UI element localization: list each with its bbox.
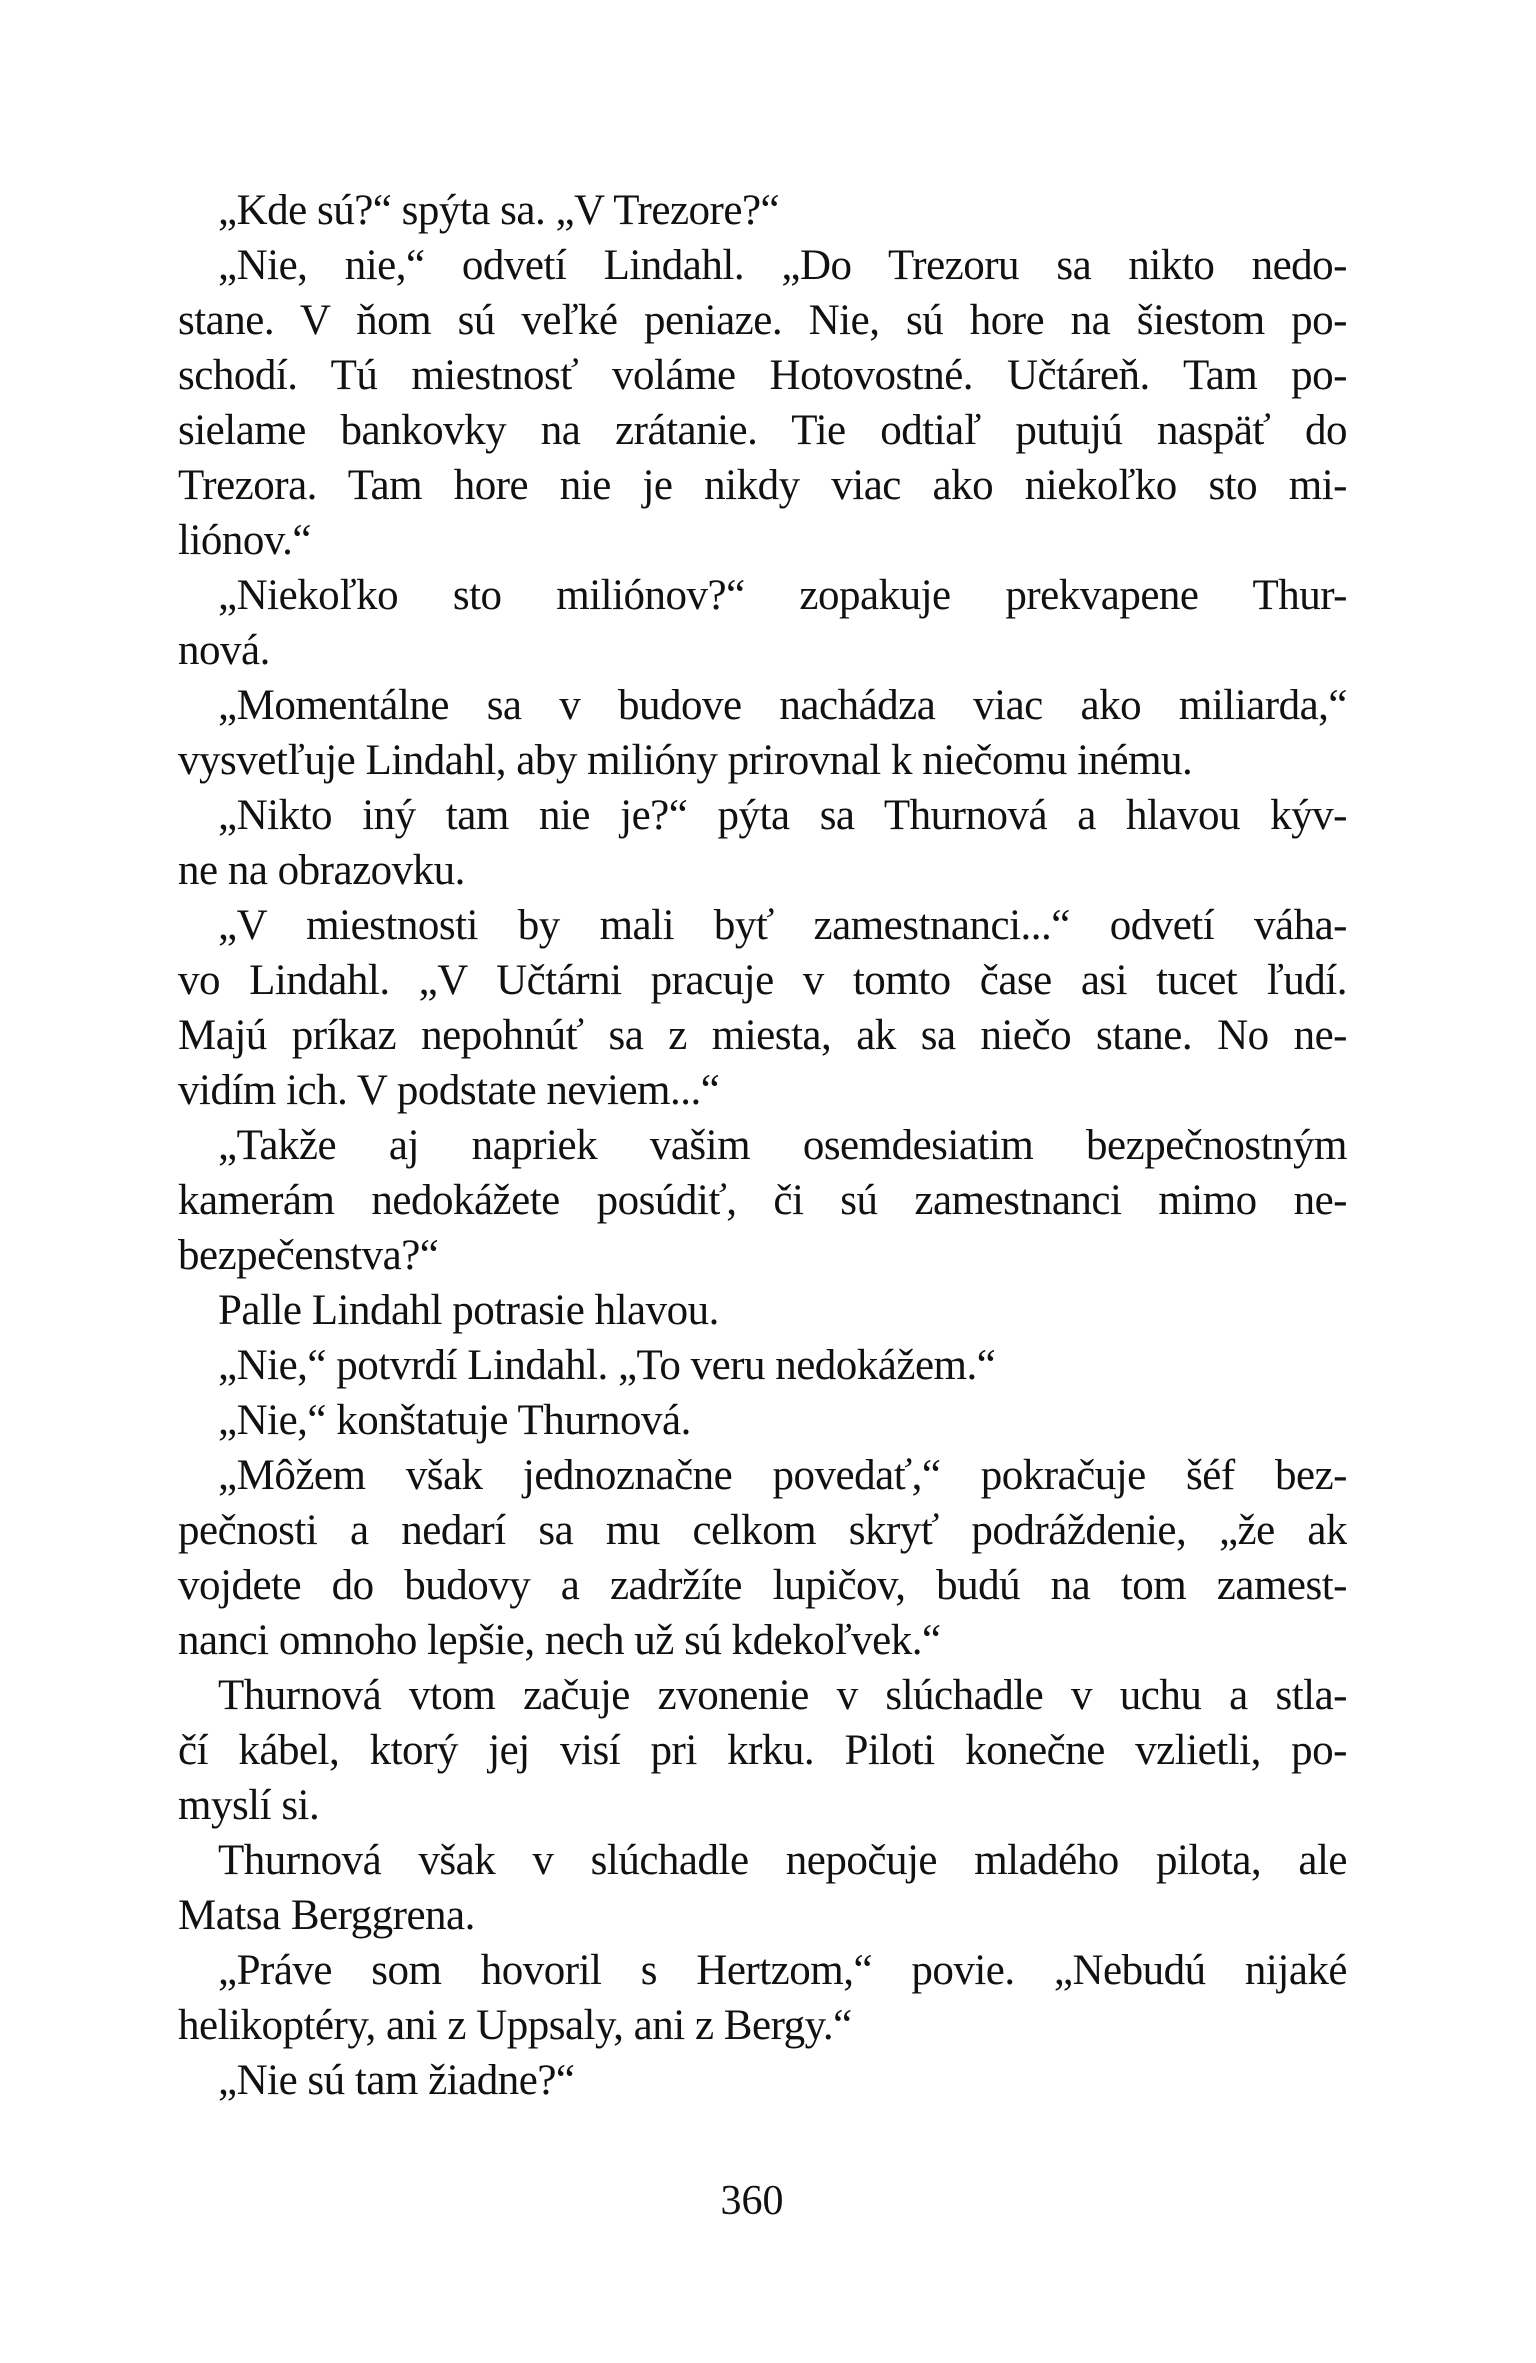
text-line: bezpečenstva?“ bbox=[178, 1232, 439, 1279]
page-text bbox=[178, 183, 1347, 2108]
text-line: vysvetľuje Lindahl, aby milióny prirovnal k niečomu inému. bbox=[178, 737, 1193, 784]
page-number: 360 bbox=[720, 2178, 784, 2224]
text-line: sielame bankovky na zrátanie. Tie odtiaľ putujú naspäť do bbox=[178, 407, 1347, 454]
text-line: schodí. Tú miestnosť voláme Hotovostné. Učtáreň. Tam po- bbox=[178, 352, 1347, 399]
text-line: liónov.“ bbox=[178, 517, 311, 564]
text-line: „Nie,“ potvrdí Lindahl. „To veru nedokážem.“ bbox=[218, 1342, 996, 1389]
text-line: Palle Lindahl potrasie hlavou. bbox=[218, 1287, 719, 1334]
text-line: nanci omnoho lepšie, nech už sú kdekoľvek.“ bbox=[178, 1617, 941, 1664]
text-line: pečnosti a nedarí sa mu celkom skryť podráždenie, „že ak bbox=[178, 1507, 1347, 1554]
text-line: „Nikto iný tam nie je?“ pýta sa Thurnová a hlavou kýv- bbox=[218, 792, 1347, 839]
text-line: Majú príkaz nepohnúť sa z miesta, ak sa niečo stane. No ne- bbox=[178, 1012, 1347, 1059]
text-line: nová. bbox=[178, 627, 270, 674]
text-line: vojdete do budovy a zadržíte lupičov, budú na tom zamest- bbox=[178, 1562, 1347, 1609]
text-line: „Môžem však jednoznačne povedať,“ pokračuje šéf bez- bbox=[218, 1452, 1347, 1499]
text-line: myslí si. bbox=[178, 1782, 320, 1829]
text-line: „Niekoľko sto miliónov?“ zopakuje prekvapene Thur- bbox=[218, 572, 1347, 619]
text-line: „Nie sú tam žiadne?“ bbox=[218, 2057, 575, 2104]
text-line: „Nie, nie,“ odvetí Lindahl. „Do Trezoru sa nikto nedo- bbox=[218, 242, 1347, 289]
text-line: helikoptéry, ani z Uppsaly, ani z Bergy.“ bbox=[178, 2002, 852, 2049]
text-line: Trezora. Tam hore nie je nikdy viac ako niekoľko sto mi- bbox=[178, 462, 1347, 509]
text-line: „V miestnosti by mali byť zamestnanci...“ odvetí váha- bbox=[218, 902, 1347, 949]
text-line: Thurnová však v slúchadle nepočuje mladého pilota, ale bbox=[218, 1837, 1347, 1884]
text-line: Thurnová vtom začuje zvonenie v slúchadle v uchu a stla- bbox=[218, 1672, 1347, 1719]
text-line: „Takže aj napriek vašim osemdesiatim bezpečnostným bbox=[218, 1122, 1347, 1169]
text-line: vidím ich. V podstate neviem...“ bbox=[178, 1067, 720, 1114]
text-line: „Práve som hovoril s Hertzom,“ povie. „Nebudú nijaké bbox=[218, 1947, 1347, 1994]
text-line: „Kde sú?“ spýta sa. „V Trezore?“ bbox=[218, 187, 780, 234]
text-line: kamerám nedokážete posúdiť, či sú zamestnanci mimo ne- bbox=[178, 1177, 1347, 1224]
text-line: stane. V ňom sú veľké peniaze. Nie, sú hore na šiestom po- bbox=[178, 297, 1347, 344]
text-line: čí kábel, ktorý jej visí pri krku. Piloti konečne vzlietli, po- bbox=[178, 1727, 1347, 1774]
text-line: „Momentálne sa v budove nachádza viac ako miliarda,“ bbox=[218, 682, 1347, 729]
text-line: „Nie,“ konštatuje Thurnová. bbox=[218, 1397, 691, 1444]
text-line: vo Lindahl. „V Učtárni pracuje v tomto čase asi tucet ľudí. bbox=[178, 957, 1347, 1004]
text-line: Matsa Berggrena. bbox=[178, 1892, 475, 1939]
text-line: ne na obrazovku. bbox=[178, 847, 465, 894]
